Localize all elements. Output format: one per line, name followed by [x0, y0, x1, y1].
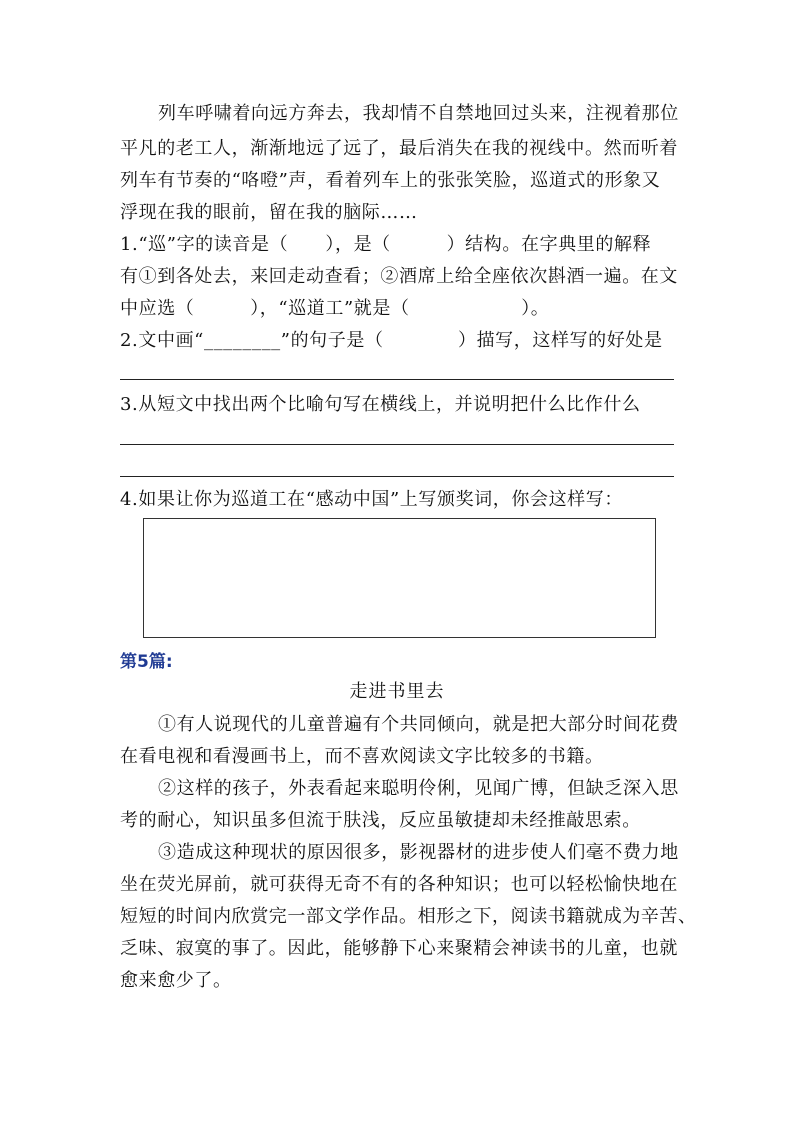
question-4: 4.如果让你为巡道工在“感动中国”上写颁奖词，你会这样写： [120, 489, 623, 510]
question-3: 3.从短文中找出两个比喻句写在横线上，并说明把什么比作什么 [120, 394, 641, 415]
answer-line[interactable] [120, 476, 674, 477]
question-1-line: 有①到各处去，来回走动查看；②酒席上给全座依次斟酒一遍。在文 [120, 266, 678, 287]
answer-box[interactable] [143, 518, 656, 638]
passage-line: 浮现在我的眼前，留在我的脑际…… [120, 202, 418, 223]
paragraph-line: 乏味、寂寞的事了。因此，能够静下心来聚精会神读书的儿童，也就 [120, 938, 678, 959]
paragraph-line: 在看电视和看漫画书上，而不喜欢阅读文字比较多的书籍。 [120, 746, 604, 767]
section-heading: 第5篇: [120, 652, 173, 672]
passage-line: 列车有节奏的“咯噔”声，看着列车上的张张笑脸，巡道式的形象又 [120, 170, 661, 191]
paragraph-line: ①有人说现代的儿童普遍有个共同倾向，就是把大部分时间花费 [158, 714, 679, 735]
paragraph-line: ②这样的孩子，外表看起来聪明伶俐，见闻广博，但缺乏深入思 [158, 778, 679, 799]
paragraph-line: 考的耐心，知识虽多但流于肤浅，反应虽敏捷却未经推敲思索。 [120, 810, 641, 831]
question-1-line: 中应选（ ），“巡道工”就是（ ）。 [120, 298, 550, 319]
passage-line: 平凡的老工人，渐渐地远了远了，最后消失在我的视线中。然而听着 [120, 138, 678, 159]
question-2: 2.文中画“________”的句子是（ ）描写，这样写的好处是 [120, 330, 663, 351]
paragraph-line: 愈来愈少了。 [120, 970, 232, 991]
passage-line: 列车呼啸着向远方奔去，我却情不自禁地回过头来，注视着那位 [158, 103, 679, 124]
article-title: 走进书里去 [349, 681, 445, 702]
paragraph-line: 短短的时间内欣赏完一部文学作品。相形之下，阅读书籍就成为辛苦、 [120, 906, 697, 927]
answer-line[interactable] [120, 379, 674, 380]
question-1-line: 1.“巡”字的读音是（ ），是（ ）结构。在字典里的解释 [120, 234, 652, 255]
paragraph-line: ③造成这种现状的原因很多，影视器材的进步使人们毫不费力地 [158, 842, 679, 863]
paragraph-line: 坐在荧光屏前，就可获得无奇不有的各种知识；也可以轻松愉快地在 [120, 874, 678, 895]
answer-line[interactable] [120, 444, 674, 445]
